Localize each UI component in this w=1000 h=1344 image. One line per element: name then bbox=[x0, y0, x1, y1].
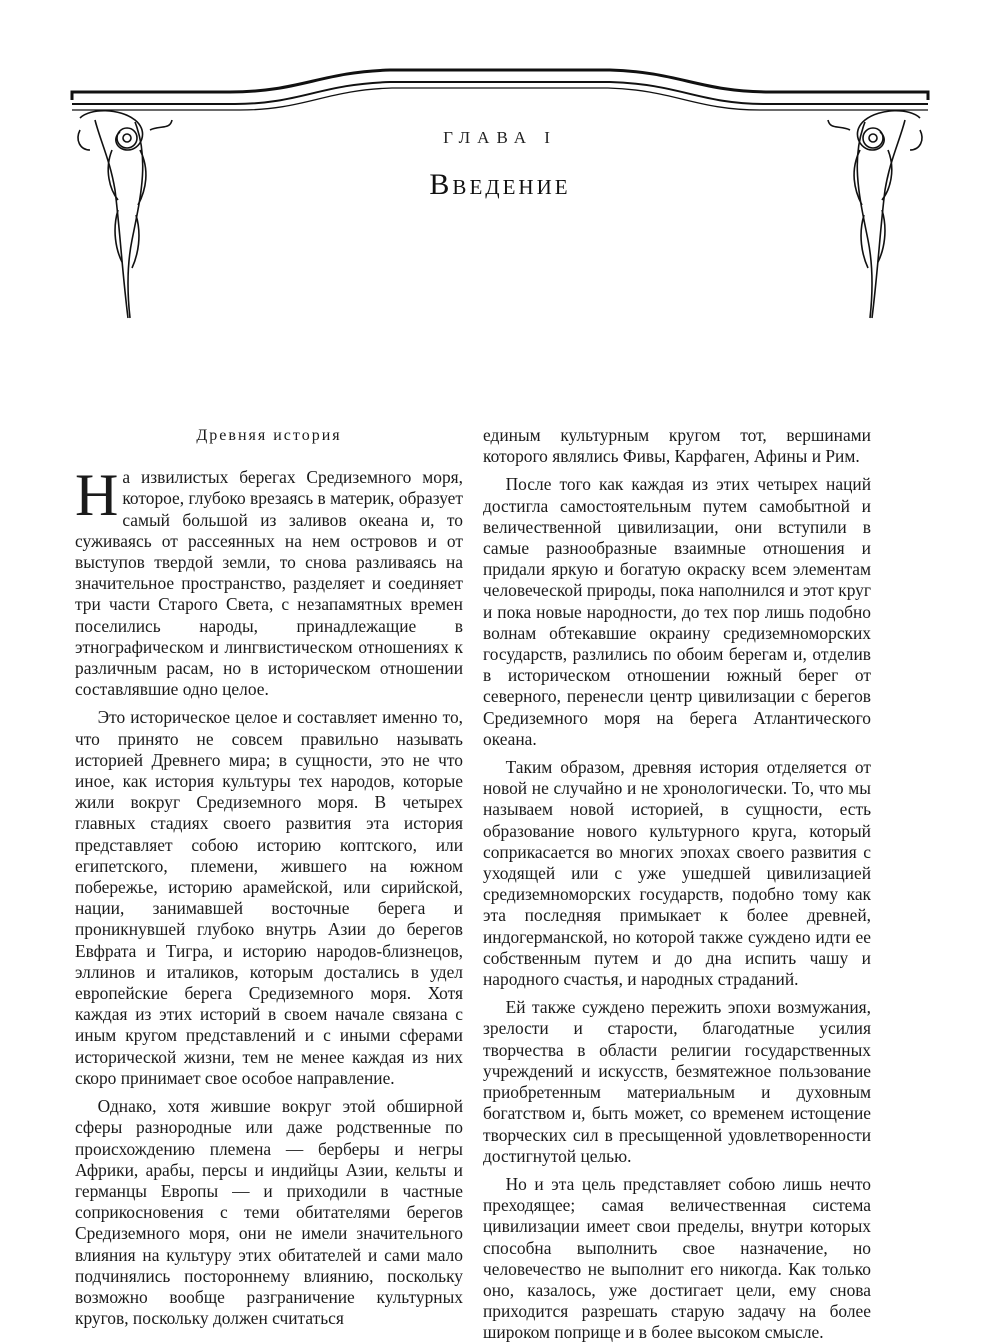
paragraph-4: После того как каждая из этих четырех наций достигла самостоятельным путем самобытной и величественной цивилизации, они вступили в самые разнообразные взаимные отношения и придали яркую и богатую окраску всем элементам человеческой природы, пока наполнился и этот круг и пока новые народности, до тех пор лишь подобно волнам обтекавшие окраину средиземноморских государств, разлились по обоим берегам и, отделив в историческом отношении южный берег от северного, перенесли центр цивилизации с берегов Средиземного моря на берега Атлантического океана. bbox=[483, 474, 871, 749]
drop-cap: Н bbox=[75, 462, 119, 529]
paragraph-3: Однако, хотя жившие вокруг этой обширной сферы разнородные или даже родственные по происхождению племена — берберы и негры Африки, арабы, персы и индийцы Азии, кельты и германцы Европы — и приходили в частные соприкосновения с теми обитателями берегов Средиземного моря, они не имели значительного влияния на культуру этих обитателей и сами мало подчинялись постороннему влиянию, поскольку возможно вообще разграничение культурных кругов, поскольку должен считаться bbox=[75, 1096, 463, 1329]
paragraph-6: Ей также суждено пережить эпохи возмужания, зрелости и старости, благодатные усилия творчества в области религии государственных учреждений и искусств, безмятежное пользование приобретенным материальным и духовным богатством и, быть может, со временем истощение творческих сил в пресыщенной удовлетворенности достигнутой целью. bbox=[483, 997, 871, 1166]
left-column bbox=[75, 425, 463, 1329]
paragraph-3-continued: единым культурным кругом тот, вершинами которого являлись Фивы, Карфаген, Афины и Рим. bbox=[483, 425, 871, 467]
paragraph-7: Но и эта цель представляет собою лишь нечто преходящее; самая величественная система цивилизации имеет свои пределы, внутри которых способна выполнить свое назначение, но человечество не выполнит его никогда. Как только оно, казалось, уже достигает цели, ему снова приходится разрешать старую задачу на более широком поприще и в более высоком смысле. bbox=[483, 1173, 871, 1343]
paragraph-1-text: а извилистых берегах Средиземного моря, которое, глубоко врезаясь в материк, образует самый большой из заливов океана и, то суживаясь от рассеянных на нем островов и от выступов твердой земли, то снова разливаясь на значительное пространство, разделяет и соединяет три части Старого Света, с незапамятных времен поселились народы, принадлежащие в этнографическом и лингвистическом отношениях к различным расам, но в историческом отношении составлявшие одно целое. bbox=[75, 467, 463, 700]
paragraph-1 bbox=[75, 462, 463, 700]
chapter-title: Введение bbox=[429, 168, 571, 201]
paragraph-5: Таким образом, древняя история отделяется от новой не случайно и не хронологически. То, что мы называем новой историей, в сущности, есть образование нового культурного круга, который соприкасается во многих эпохах своего развития с уходящей или с уже ушедшей цивилизацией средиземноморских государств, подобно тому как эта последняя примыкает к более древней, индогерманской, но которой также суждено идти ее собственным путем и до дна испить чашу и народного счастья, и народных страданий. bbox=[483, 757, 871, 990]
ornamental-frame bbox=[0, 0, 1000, 420]
paragraph-2: Это историческое целое и составляет именно то, что принято не совсем правильно называть историей Древнего мира; в сущности, это не что иное, как история культуры тех народов, которые жили вокруг Средиземного моря. В четырех главных стадиях своего развития эта история представляет собою историю коптского, или египетского, племени, жившего на южном побережье, историю арамейской, или сирийской, нации, занимавшей восточные берега и проникнувшей глубоко внутрь Азии до берегов Евфрата и Тигра, и историю народов-близнецов, эллинов и италиков, которым достались в удел европейские берега Средиземного моря. Хотя каждая из этих историй в своем начале связана с иным кругом представлений и с иными сферами исторической жизни, тем не менее каждая из них скоро принимает свое особое направление. bbox=[75, 707, 463, 1088]
section-title: Древняя история bbox=[196, 427, 342, 444]
right-column bbox=[483, 425, 871, 1344]
chapter-label: ГЛАВА I bbox=[443, 128, 557, 147]
